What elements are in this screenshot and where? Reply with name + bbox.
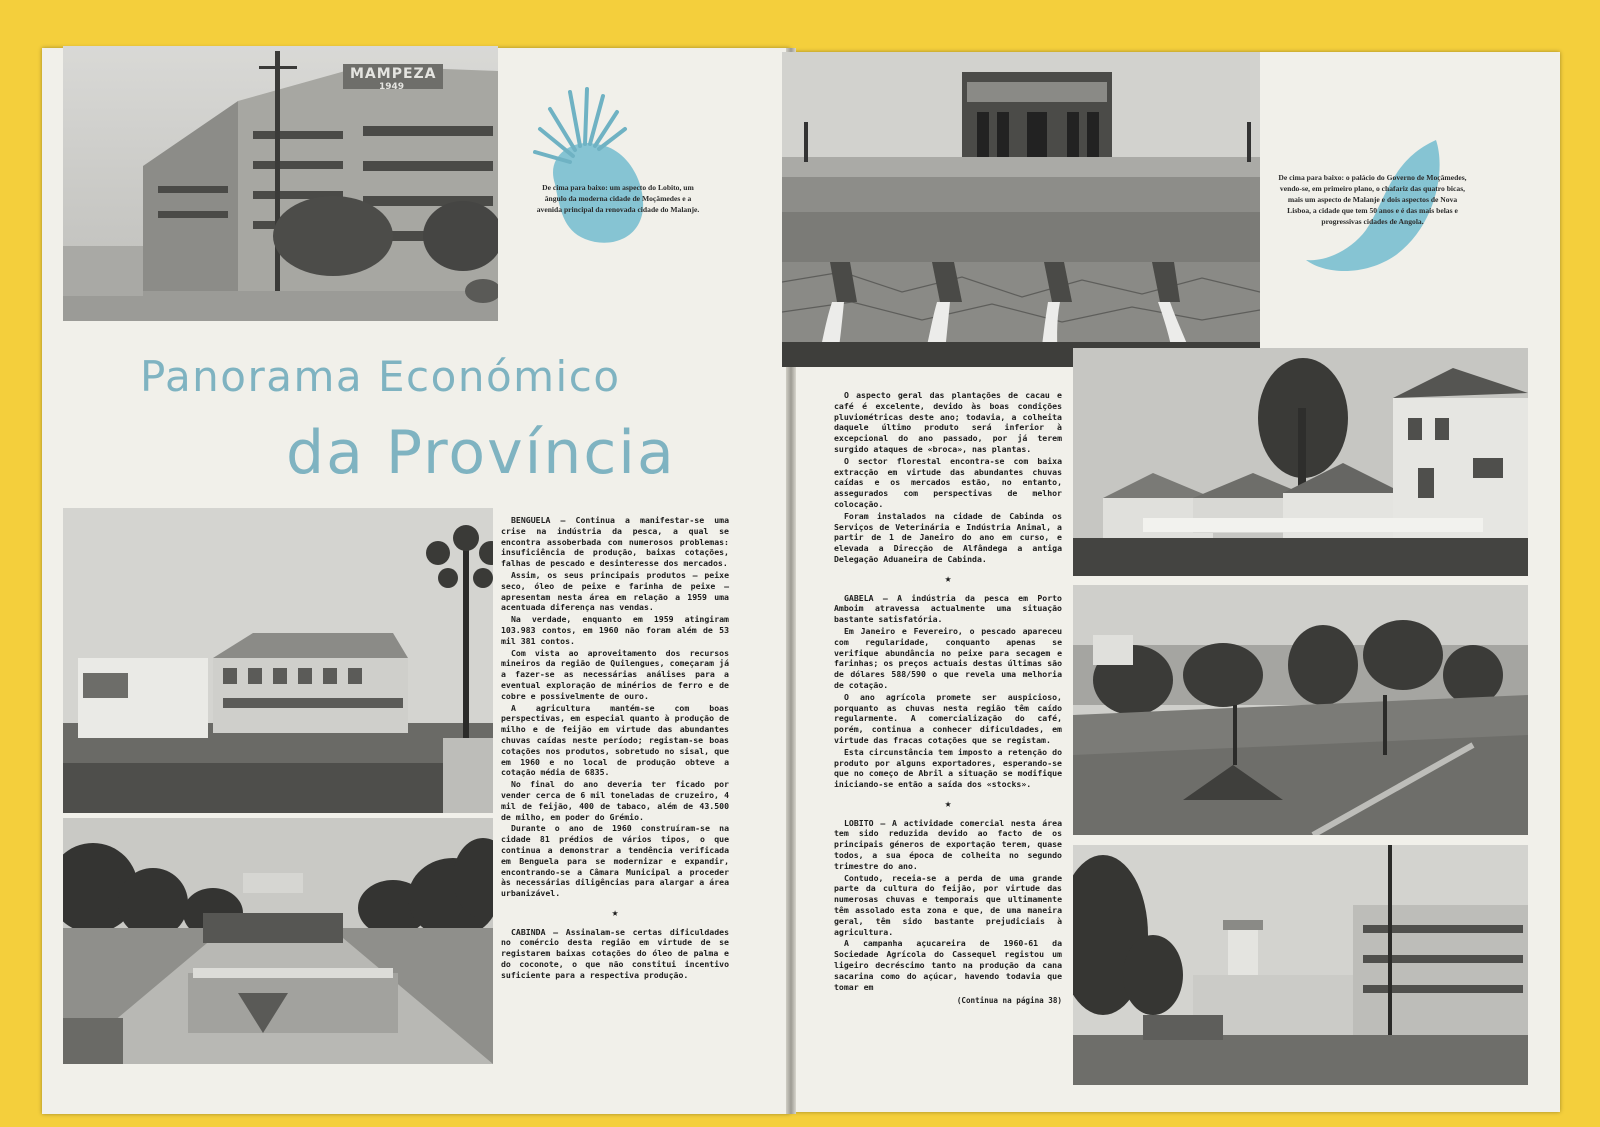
paragraph-benguela: BENGUELA — Continua a manifestar-se uma crise na indústria da pesca, a qual se encontra assoberbada com numerosos problemas: insuficiência de produção, baixas cotações, falhas de pescado e desinteresse dos mercados. bbox=[501, 515, 729, 569]
photo-nova-lisboa-2 bbox=[1073, 845, 1528, 1085]
photo-palacio-governo bbox=[782, 52, 1260, 367]
paragraph: Com vista ao aproveitamento dos recursos mineiros da região de Quilengues, começaram já a fazer-se as necessárias análises para a eventual exploração de minérios de ferro e de cobre e possivelmente de ouro. bbox=[501, 647, 729, 701]
paragraph: Durante o ano de 1960 construíram-se na cidade 81 prédios de vários tipos, o que continua a demonstrar a tendência verificada em Benguela para se modernizar e expandir, encontrando-se a Câmara Municipal a proceder às necessárias diligências para alargar a área urbanizável. bbox=[501, 823, 729, 899]
sign-mampeza: MAMPEZA bbox=[350, 66, 437, 82]
paragraph: Contudo, receia-se a perda de uma grande parte da cultura do feijão, por virtude das numerosas chuvas e temporais que ultimamente têm assolado esta zona e que, de uma maneira geral, têm sido bastante prejudiciais à agricultura. bbox=[834, 872, 1062, 937]
continuation-note: (Continua na página 38) bbox=[956, 996, 1062, 1006]
photo-malanje-houses bbox=[1073, 348, 1528, 576]
section-star: ★ bbox=[611, 905, 619, 919]
sign-year: 1949 bbox=[379, 82, 405, 92]
left-article-column bbox=[501, 515, 729, 982]
paragraph: Assim, os seus principais produtos — peixe seco, óleo de peixe e farinha de peixe — apresentam nesta área em relação a 1959 uma acentuada diferença nas vendas. bbox=[501, 569, 729, 613]
page-title-line1: Panorama Económico bbox=[140, 352, 621, 401]
paragraph: Esta circunstância tem imposto a retenção do produto por alguns exportadores, esperando-se que no começo de Abril a situação se modifique iniciando-se então a saída dos «stocks». bbox=[834, 746, 1062, 790]
paragraph: O sector florestal encontra-se com baixa extracção em virtude das abundantes chuvas caídas e os mercados estão, no entanto, assegurados com perspectivas de melhor colocação. bbox=[834, 455, 1062, 509]
section-star: ★ bbox=[944, 571, 952, 585]
paragraph: O aspecto geral das plantações de cacau e café é excelente, devido às boas condições pluviométricas deste ano; todavia, a colheita daquele último produto será inferior à excepcional do ano passado, por já terem surgido ataques de «broca», nas plantas. bbox=[834, 390, 1062, 454]
photo-nova-lisboa-1 bbox=[1073, 585, 1528, 835]
paragraph: Na verdade, enquanto em 1959 atingiram 103.983 contos, em 1960 não foram além de 53 mil 381 contos. bbox=[501, 614, 729, 646]
photo-mocamedes bbox=[63, 508, 493, 813]
paragraph-gabela: GABELA — A indústria da pesca em Porto Amboim atravessa actualmente uma situação bastante satisfatória. bbox=[834, 592, 1062, 625]
paragraph: Em Janeiro e Fevereiro, o pescado apareceu com regularidade, conquanto apenas se verifique abundância no peixe para secagem e farinhas; os preços actuais destas últimas são de dólares 588/590 o que revela uma melhoria de cotação. bbox=[834, 625, 1062, 690]
paragraph: A campanha açucareira de 1960-61 da Sociedade Agrícola do Cassequel registou um ligeiro decréscimo tanto na produção da cana sacarina como do açúcar, havendo todavia que tomar em bbox=[834, 938, 1062, 992]
paragraph-lobito: LOBITO — A actividade comercial nesta área tem sido reduzida devido ao facto de os principais géneros de exportação terem, quase todos, a sua época de colheita no segundo trimestre do ano. bbox=[834, 817, 1062, 871]
blue-pineapple-shape bbox=[525, 84, 655, 254]
photo-lobito-street bbox=[63, 46, 498, 321]
paragraph: Foram instalados na cidade de Cabinda os Serviços de Veterinária e Indústria Animal, a partir de 1 de Janeiro do ano em curso, e elevada a Direcção de Alfândega a antiga Delegação Aduaneira de Cabinda. bbox=[834, 510, 1062, 564]
right-article-column bbox=[834, 390, 1062, 1007]
paragraph-cabinda: CABINDA — Assinalam-se certas dificuldades no comércio desta região em virtude de se registarem baixas cotações do óleo de palma e do coconote, o que não constitui incentivo suficiente para a respectiva produção. bbox=[501, 926, 729, 980]
page-title-line2: da Província bbox=[286, 418, 676, 488]
paragraph: A agricultura mantém-se com boas perspectivas, em especial quanto à produção de milho e de feijão em virtude das abundantes chuvas caídas neste período; registam-se boas cotações nos produtos, sobretudo no sisal, que em 1960 e no local de produção obteve a cotação média de 6835. bbox=[501, 702, 729, 778]
paragraph: No final do ano deveria ter ficado por vender cerca de 6 mil toneladas de cruzeiro, 4 mil de feijão, 400 de tabaco, além de 43.500 de milho, em poder do Grémio. bbox=[501, 779, 729, 822]
paragraph: O ano agrícola promete ser auspicioso, porquanto as chuvas nesta região têm caído regularmente. A comercialização do café, porém, continua a conhecer dificuldades, em virtude das fracas cotações que se registam. bbox=[834, 691, 1062, 745]
section-star: ★ bbox=[944, 796, 952, 810]
photo-malanje bbox=[63, 818, 493, 1064]
caption-right: De cima para baixo: o palácio do Governo de Moçâmedes, vendo-se, em primeiro plano, o chafariz das quatro bicas, mais um aspecto de Malanje e dois aspectos de Nova Lisboa, a cidade que tem 50 anos e é das mais belas e progressivas cidades de Angola. bbox=[1278, 173, 1467, 226]
caption-left: De cima para baixo: um aspecto do Lobito, um ângulo da moderna cidade de Moçâmedes e a avenida principal da renovada cidade do Malanje. bbox=[536, 183, 700, 214]
